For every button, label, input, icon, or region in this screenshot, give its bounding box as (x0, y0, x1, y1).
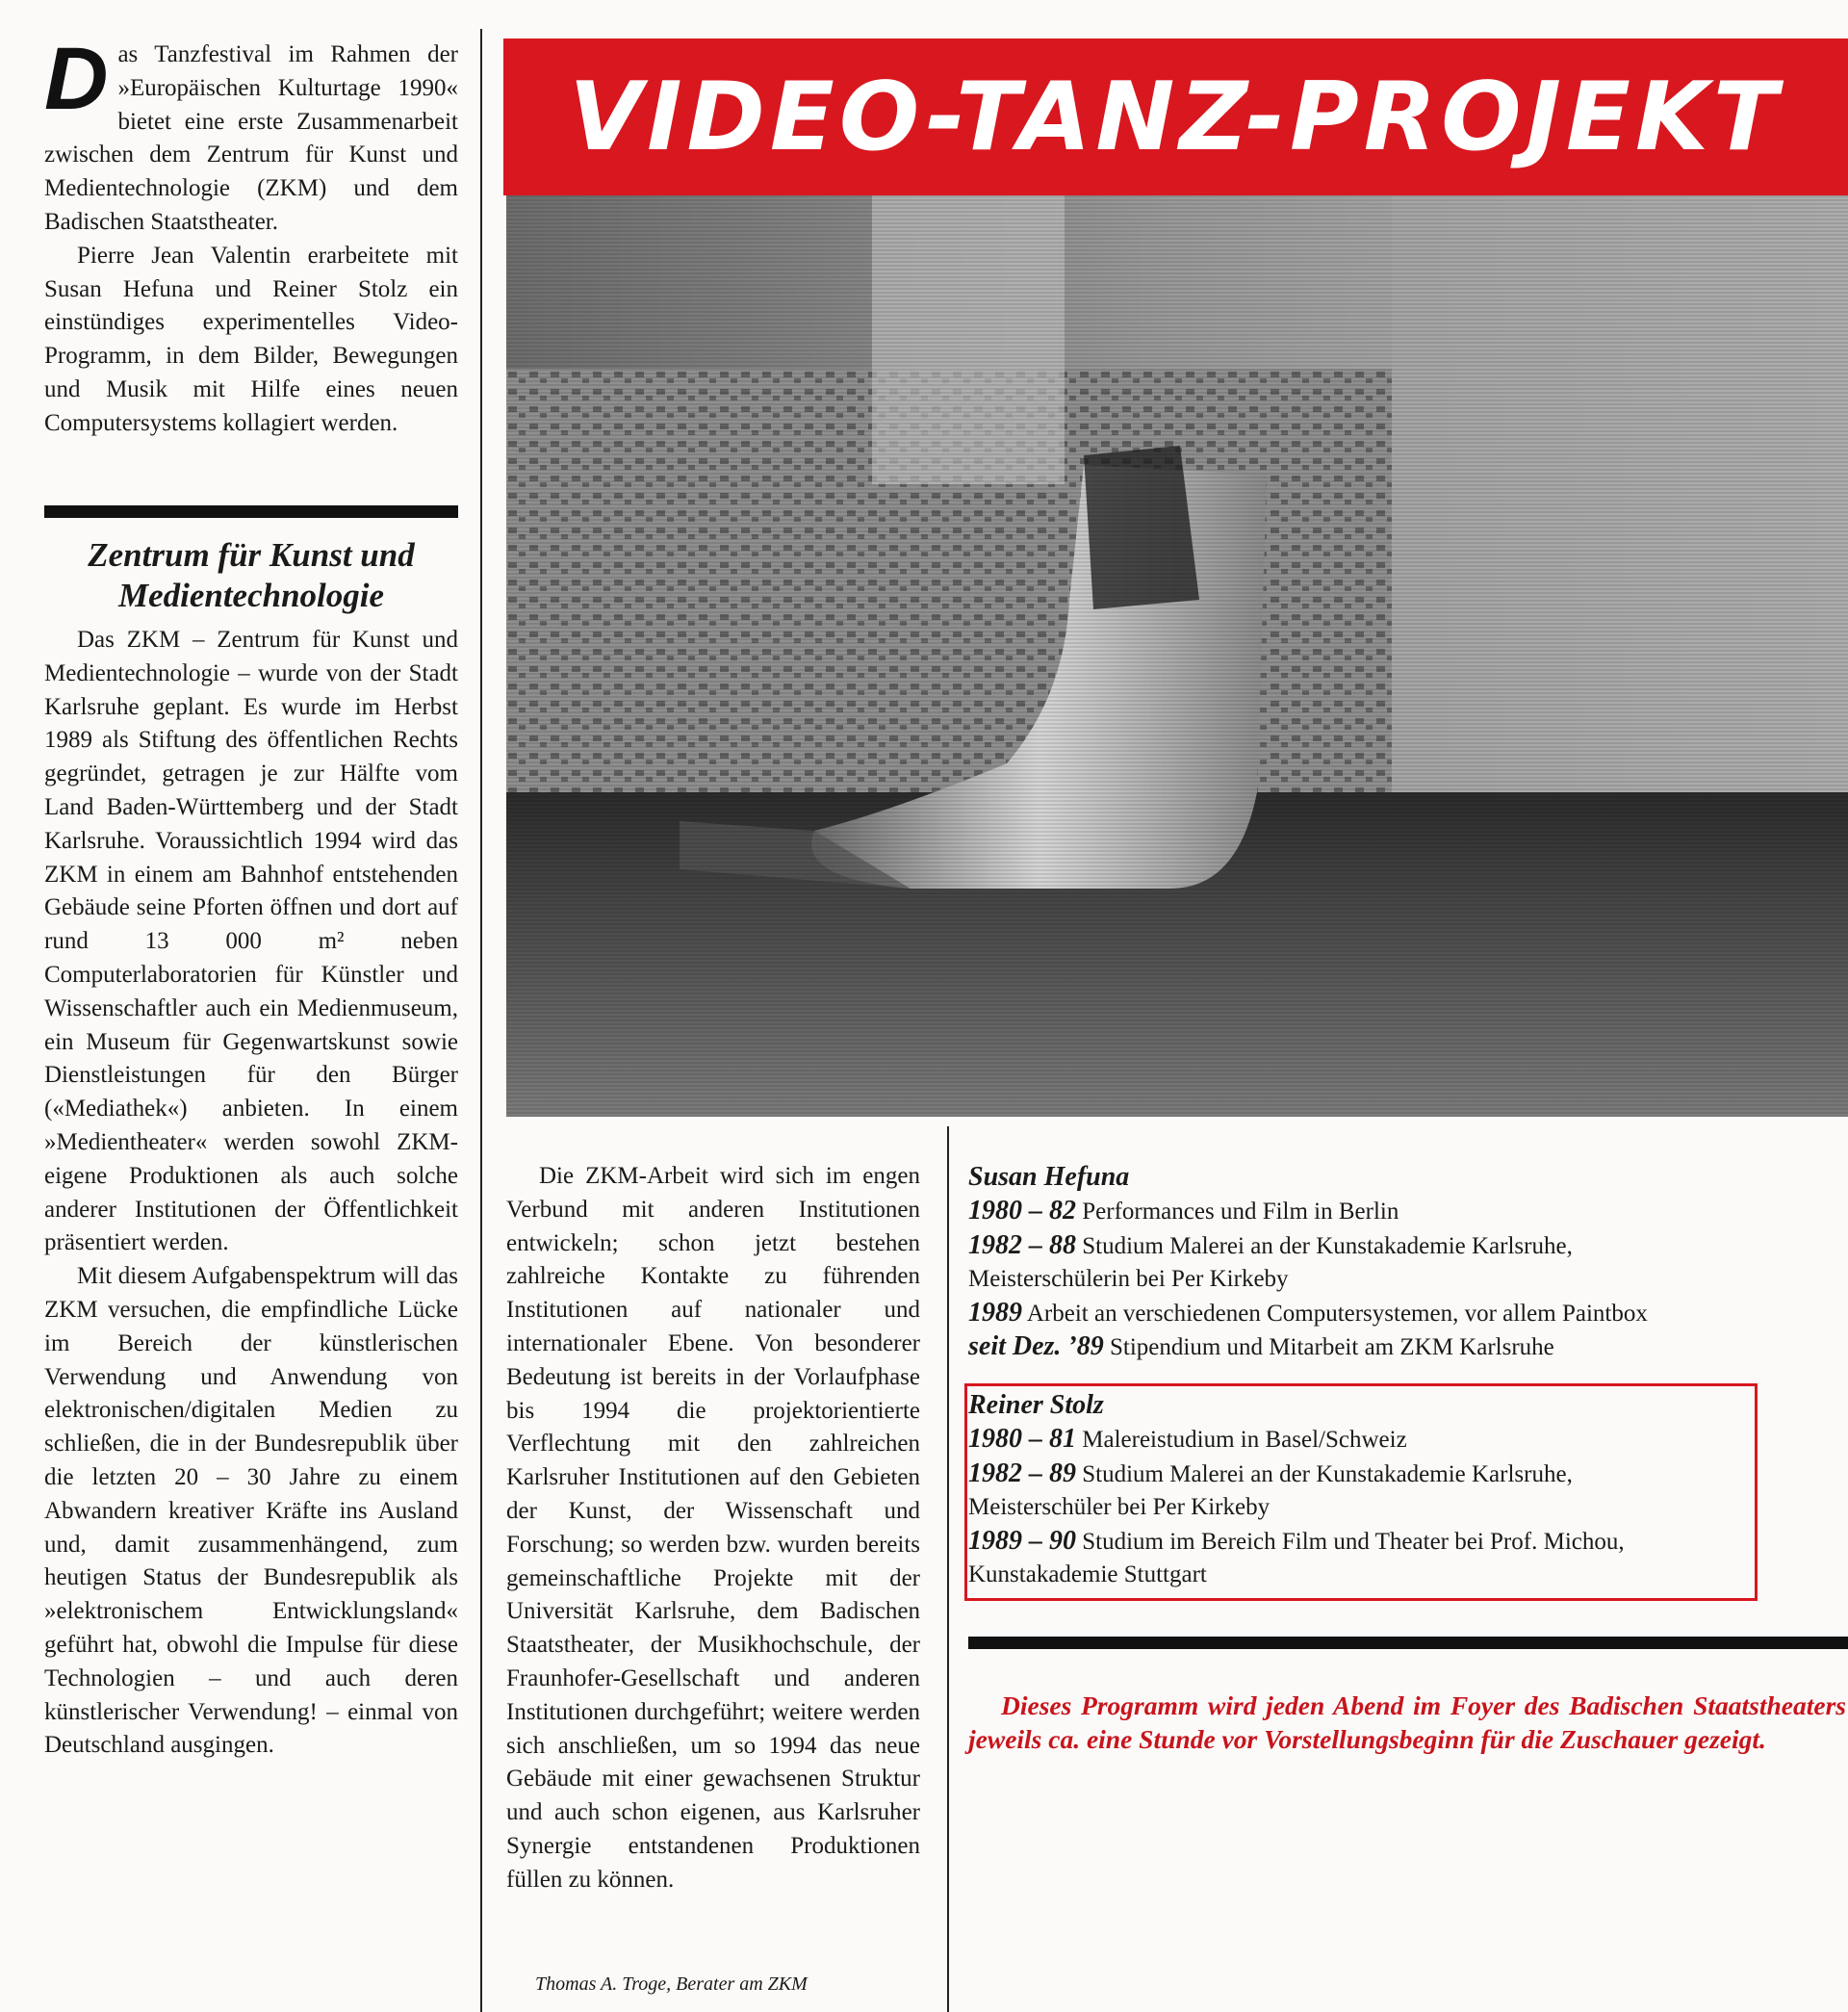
intro-section (44, 30, 458, 441)
author-caption: Thomas A. Troge, Berater am ZKM (535, 1973, 808, 1995)
intro-lead-text: as Tanzfestival im Rahmen der »Europäischen Kulturtage 1990« bietet eine erste Zusammenarbeit zwischen dem Zentrum für Kunst und Medientechnologie (ZKM) und dem Badischen Staatstheater. (44, 41, 458, 235)
banner-title: VIDEO-TANZ-PROJEKT (569, 62, 1783, 172)
zkm-paragraph-1: Das ZKM – Zentrum für Kunst und Medientechnologie – wurde von der Stadt Karlsruhe geplant. Es wurde im Herbst 1989 als Stiftung des öffentlichen Rechts gegründet, getragen je zur Hälfte vom Land Baden-Württemberg und der Stadt Karlsruhe. Voraussichtlich 1994 wird das ZKM in einem am Bahnhof entstehenden Gebäude seine Pforten öffnen und dort auf rund 13 000 m² neben Computerlaboratorien für Künstler und Wissenschaftler auch ein Medienmuseum, ein Museum für Gegenwartskunst sowie Dienstleistungen für den Bürger («Mediathek«) anbieten. In einem »Medientheater« werden sowohl ZKM-eigene Produktionen als auch solche anderer Institutionen der Öffentlichkeit präsentiert werden. (44, 627, 458, 1256)
bio-entry (968, 1195, 1844, 1229)
bio-year: 1982 – 88 (968, 1229, 1076, 1260)
bio-text: Studium Malerei an der Kunstakademie Karlsruhe, (1082, 1232, 1573, 1259)
bio-year: 1989 – 90 (968, 1525, 1076, 1556)
column-rule-left (480, 29, 482, 2012)
dancer-foot-image (506, 195, 1848, 1117)
zkm-paragraph-2: Mit diesem Aufgabenspektrum will das ZKM versuchen, die empfindliche Lücke im Bereich der künstlerischen Verwendung und Anwendung von elektronischen/digitalen Medien zu schließen, die in der Bundesrepublik über die letzten 20 – 30 Jahre zu einem Abwandern kreativer Kräfte ins Ausland und, damit zusammenhängend, zum heutigen Status der Bundesrepublik als »elektronischem Entwicklungsland« geführt hat, obwohl die Impulse für diese Technologien – und auch deren künstlerischer Verwendung! – einmal von Deutschland ausgingen. (44, 1263, 458, 1759)
bio-text: Malereistudium in Basel/Schweiz (1082, 1427, 1407, 1453)
bio-year: seit Dez. ’89 (968, 1331, 1104, 1361)
bio-entry (968, 1491, 1815, 1525)
bio-text: Meisterschüler bei Per Kirkeby (968, 1494, 1270, 1520)
section-divider-left (44, 505, 458, 518)
section-divider-right (968, 1637, 1848, 1649)
bio-entry (968, 1330, 1844, 1365)
bio-text: Meisterschülerin bei Per Kirkeby (968, 1266, 1289, 1292)
reiner-stolz-bio (968, 1388, 1815, 1592)
video-still-photo (506, 195, 1848, 1117)
bio-text: Arbeit an verschiedenen Computersystemen, vor allem Paintbox (1026, 1300, 1648, 1327)
bio-year: 1980 – 81 (968, 1424, 1076, 1454)
column-rule-right (947, 1126, 949, 2012)
bio-entry (968, 1229, 1844, 1264)
bio-text: Studium im Bereich Film und Theater bei Prof. Michou, (1082, 1528, 1625, 1555)
bio-entry (968, 1559, 1815, 1592)
bio-entry (968, 1423, 1815, 1457)
bio-name-reiner: Reiner Stolz (968, 1390, 1104, 1420)
drop-cap: D (44, 30, 109, 128)
bio-entry (968, 1297, 1844, 1331)
cooperation-paragraph: Die ZKM-Arbeit wird sich im engen Verbund mit anderen Institutionen entwickeln; schon jetzt bestehen zahlreiche Kontakte zu führenden Institutionen auf nationaler und internationaler Ebene. Von besonderer Bedeutung ist bereits in der Vorlaufphase bis 1994 die projektorientierte Verflechtung mit den zahlreichen Karlsruher Institutionen auf den Gebieten der Kunst, der Wissenschaft und Forschung; so werden bzw. wurden bereits gemeinschaftliche Projekte mit der Universität Karlsruhe, dem Badischen Staatstheater, der Musikhochschule, der Fraunhofer-Gesellschaft und anderen Institutionen durchgeführt; weitere werden sich anschließen, um so 1994 das neue Gebäude mit einer gewachsenen Struktur und auch schon eigenen, aus Karlsruher Synergie entstandenen Produktionen füllen zu können. (506, 1163, 920, 1893)
zkm-heading: Zentrum für Kunst und Medientechnologie (88, 536, 415, 614)
bio-year: 1982 – 89 (968, 1457, 1076, 1488)
title-banner (503, 39, 1848, 195)
bio-year: 1980 – 82 (968, 1196, 1076, 1225)
bio-entry (968, 1263, 1844, 1297)
bio-name-susan: Susan Hefuna (968, 1162, 1130, 1192)
program-notice: Dieses Programm wird jeden Abend im Foyer des Badischen Staatstheaters jeweils ca. eine Stunde vor Vorstellungsbeginn für die Zuschauer gezeigt. (968, 1690, 1846, 1754)
susan-hefuna-bio (968, 1160, 1844, 1365)
intro-paragraph-2: Pierre Jean Valentin erarbeitete mit Susan Hefuna und Reiner Stolz ein einstündiges experimentelles Video-Programm, in dem Bilder, Bewegungen und Musik mit Hilfe eines neuen Computersystems kollagiert werden. (44, 242, 458, 436)
bio-text: Stipendium und Mitarbeit am ZKM Karlsruhe (1110, 1334, 1554, 1360)
bio-entry (968, 1525, 1815, 1560)
zkm-cooperation-column (506, 1160, 920, 1897)
intro-paragraph (44, 30, 458, 240)
bio-text: Studium Malerei an der Kunstakademie Karlsruhe, (1082, 1460, 1573, 1487)
bio-text: Kunstakademie Stuttgart (968, 1561, 1207, 1587)
bio-year: 1989 (968, 1297, 1022, 1328)
bio-text: Performances und Film in Berlin (1082, 1199, 1399, 1225)
zkm-body (44, 624, 458, 1763)
bio-entry (968, 1457, 1815, 1492)
